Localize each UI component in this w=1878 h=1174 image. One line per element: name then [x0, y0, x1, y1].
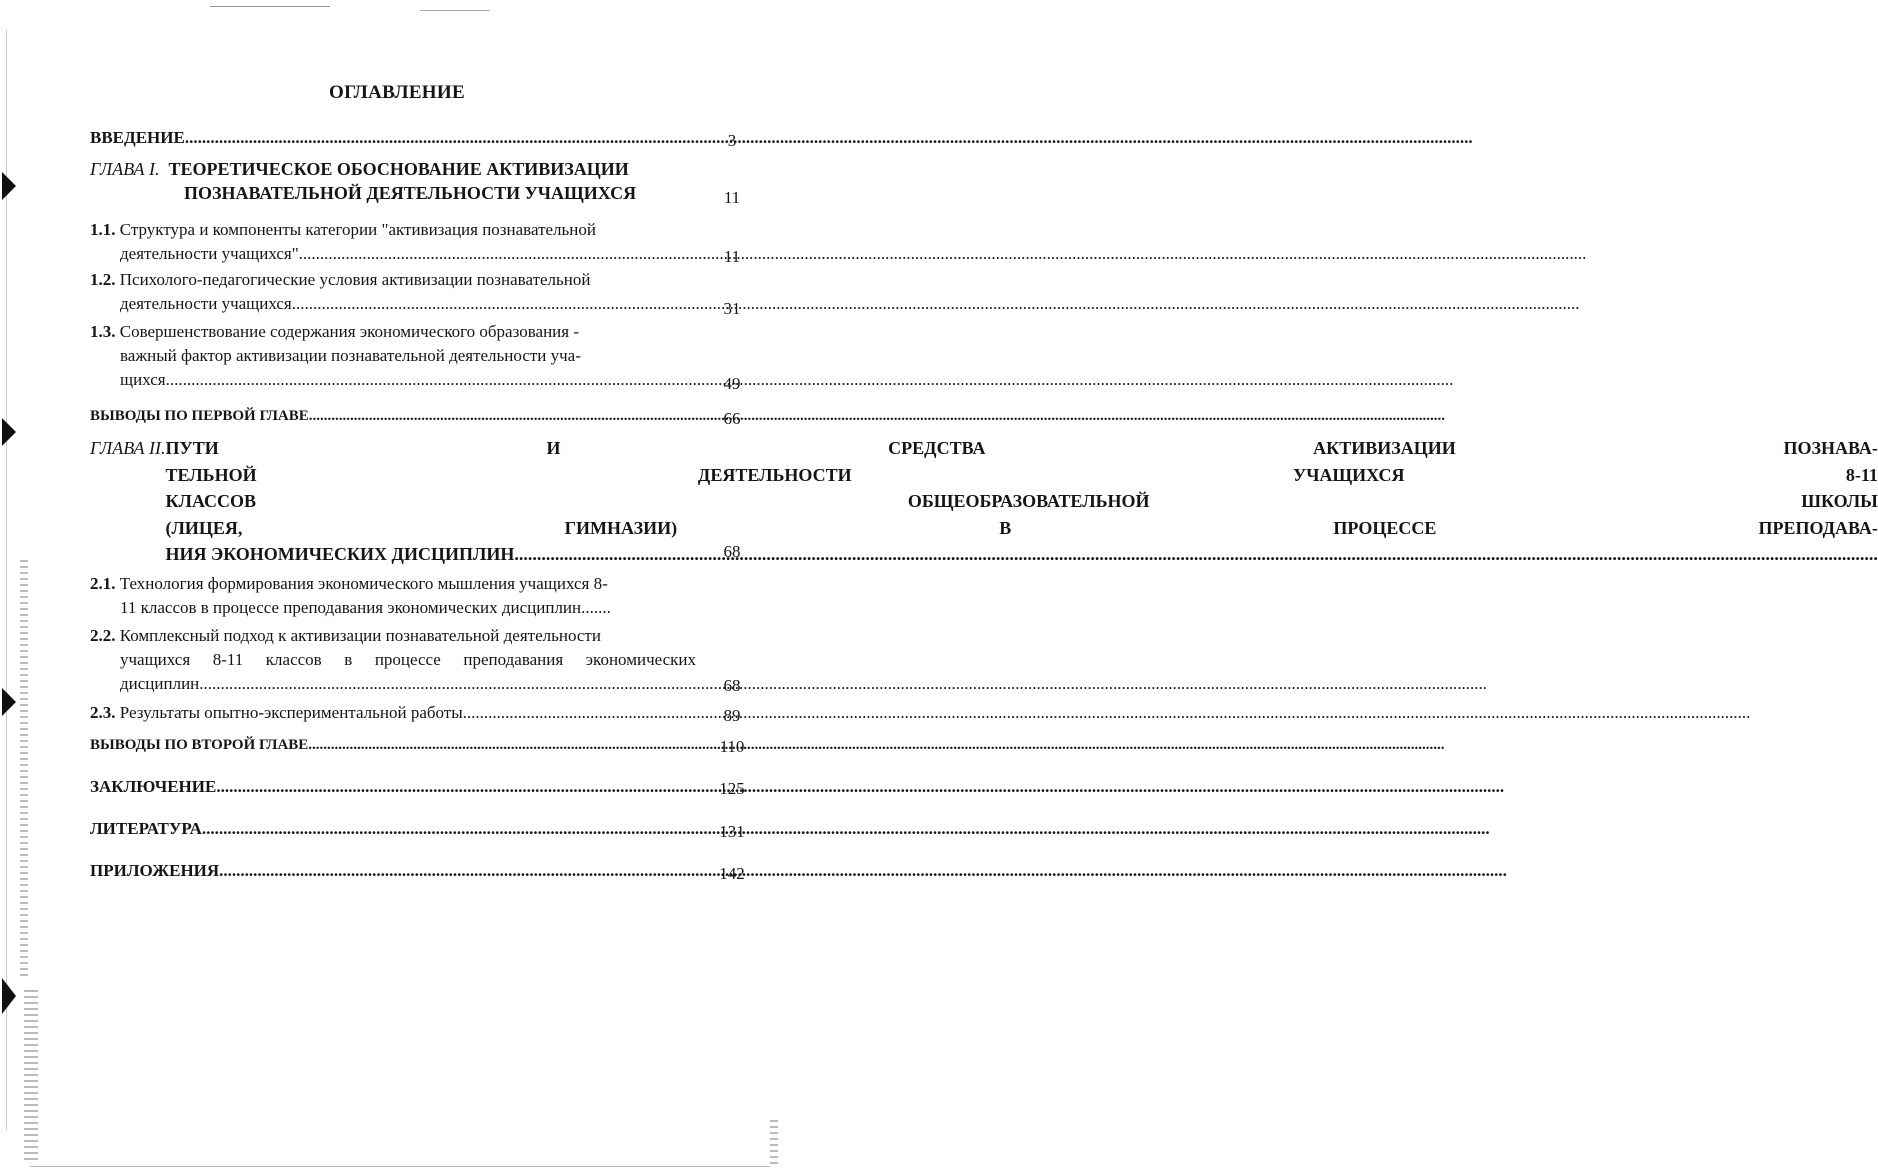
toc-entry-intro: ВВЕДЕНИЕ ..... [90, 126, 696, 150]
page-number: 31 [723, 299, 741, 318]
page-number: 66 [723, 409, 741, 428]
leader-dots [216, 775, 1504, 799]
page-number: 89 [723, 706, 741, 725]
toc-section-1-1: 1.1. Структура и компоненты категории "активизация познавательной деятельности учащихся" ..... [90, 218, 696, 266]
page-number: 11 [723, 188, 741, 207]
toc-section-2-1: 2.1. Технология формирования экономического мышления учащихся 8- 11 классов в процессе преподавания экономических дисциплин....... [90, 574, 611, 617]
scan-artifact [210, 6, 330, 7]
toc-section-1-3: 1.3. Совершенствование содержания экономического образования - важный фактор активизации познавательной деятельности уча- щихся ..... [90, 320, 696, 392]
binding-mark [2, 978, 16, 1014]
page-number: 131 [719, 822, 745, 841]
page-title: ОГЛАВЛЕНИЕ [329, 82, 465, 103]
toc-section-1-2: 1.2. Психолого-педагогические условия активизации познавательной деятельности учащихся ..... [90, 268, 696, 316]
leader-dots [219, 859, 1507, 883]
page-number: 68 [723, 676, 741, 695]
leader-dots [309, 404, 1445, 428]
scan-artifact [420, 10, 490, 11]
toc-chapter-1: ГЛАВА I. ТЕОРЕТИЧЕСКОЕ ОБОСНОВАНИЕ АКТИВИЗАЦИИ ПОЗНАВАТЕЛЬНОЙ ДЕЯТЕЛЬНОСТИ УЧАЩИХСЯ [90, 159, 637, 203]
leader-dots [185, 126, 1473, 150]
page-number: 110 [719, 737, 745, 756]
scan-noise [770, 1120, 778, 1166]
binding-mark [2, 688, 16, 716]
toc-section-2-2: 2.2. Комплексный подход к активизации познавательной деятельности учащихся 8-11 классов в процессе преподавания экономических дисциплин ..... [90, 624, 696, 696]
page-number: 68 [723, 542, 741, 561]
toc-entry-conclusions-2: ВЫВОДЫ ПО ВТОРОЙ ГЛАВЕ ..... [90, 733, 696, 757]
page-number: 11 [723, 247, 741, 266]
leader-dots [292, 292, 1580, 316]
leader-dots [299, 242, 1587, 266]
page-number: 125 [719, 779, 745, 798]
page-number: 3 [727, 131, 737, 150]
toc-entry-literature: ЛИТЕРАТУРА ..... [90, 817, 690, 841]
leader-dots [166, 368, 1454, 392]
binding-mark [2, 172, 16, 200]
page-number: 142 [719, 864, 745, 883]
leader-dots [202, 817, 1490, 841]
page-number: 49 [723, 374, 741, 393]
leader-dots [199, 672, 1487, 696]
leader-dots [308, 733, 1444, 757]
binding-mark [2, 418, 16, 446]
scan-noise [20, 560, 28, 980]
toc-entry-conclusion: ЗАКЛЮЧЕНИЕ ..... [90, 775, 690, 799]
toc-entry-conclusions-1: ВЫВОДЫ ПО ПЕРВОЙ ГЛАВЕ ..... [90, 404, 696, 428]
leader-dots [463, 701, 1751, 725]
scan-edge [30, 1166, 770, 1167]
toc-entry-appendix: ПРИЛОЖЕНИЯ ..... [90, 859, 690, 883]
scan-noise [24, 990, 38, 1160]
toc-section-2-3: 2.3. Результаты опытно-экспериментальной работы ..... [90, 701, 690, 725]
toc-chapter-2: ГЛАВА II. ПУТИ И СРЕДСТВА АКТИВИЗАЦИИ ПОЗНАВА- ТЕЛЬНОЙ ДЕЯТЕЛЬНОСТИ УЧАЩИХСЯ 8-11 КЛАССОВ ОБЩЕОБРАЗОВАТЕЛЬНОЙ ШКОЛЫ (ЛИЦЕЯ, ГИМНАЗИИ) В ПРОЦЕССЕ ПРЕПОДАВА- НИЯ ЭКОНОМИЧЕСКИХ ДИСЦИПЛИН ..... [90, 435, 696, 568]
